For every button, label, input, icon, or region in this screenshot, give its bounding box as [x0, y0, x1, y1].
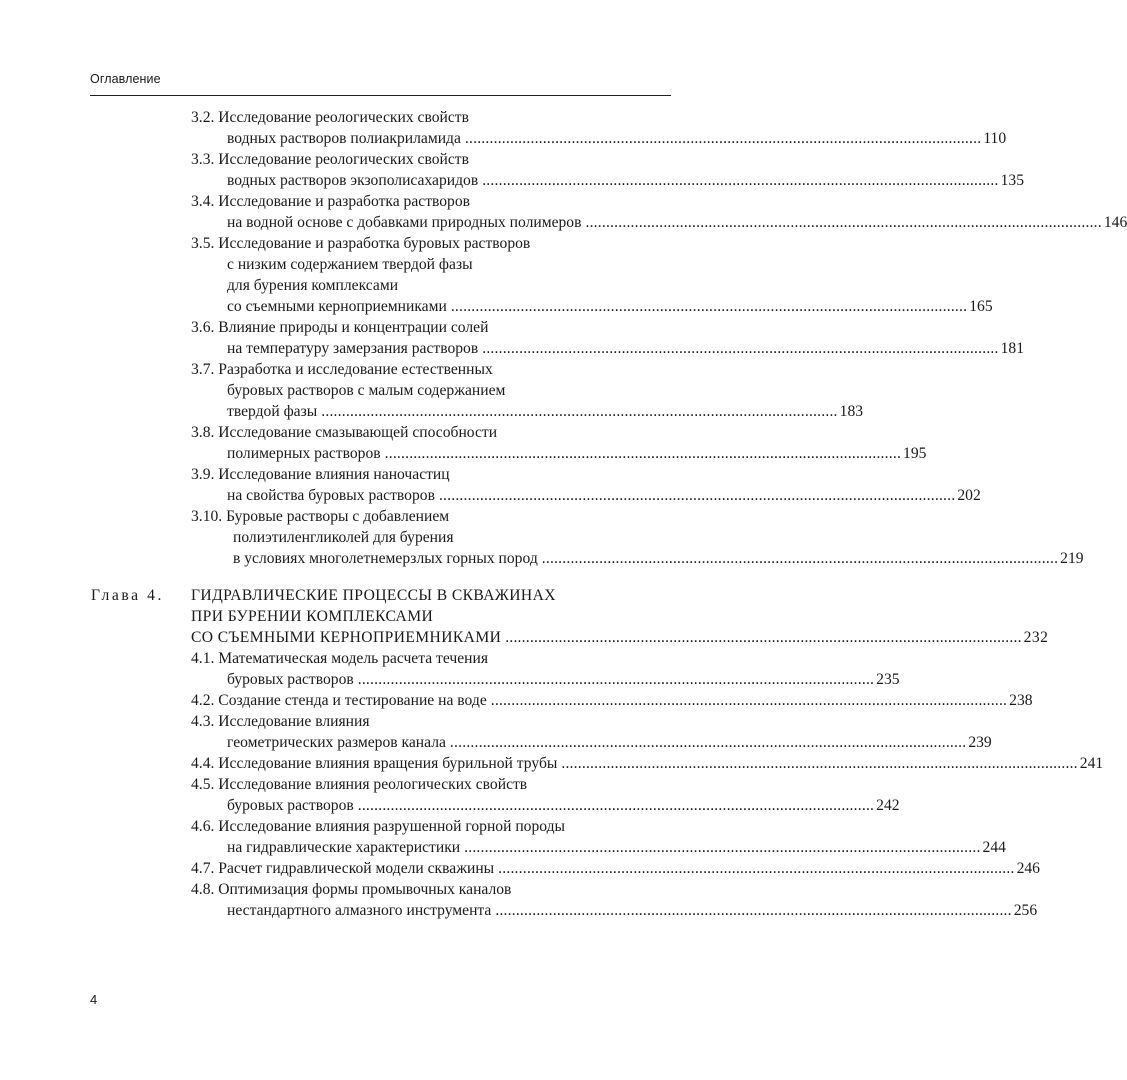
- page-ref: 232: [1023, 629, 1049, 646]
- toc-entry-3-4[interactable]: [0, 191, 763, 212]
- dot-leader: ..............................................................................................................................: [561, 755, 1078, 772]
- dot-leader: ..............................................................................................................................: [495, 902, 1012, 919]
- dot-leader: ..............................................................................................................................: [450, 298, 968, 315]
- toc-entry-4-1[interactable]: [0, 648, 763, 669]
- page-ref: 246: [1016, 860, 1040, 877]
- toc-entry-3-7-cont[interactable]: [0, 401, 864, 422]
- entry-title: 4.2. Создание стенда и тестирование на воде: [191, 692, 487, 709]
- entry-title: 3.9. Исследование влияния наночастиц: [191, 466, 450, 483]
- toc-entry-3-2[interactable]: [0, 107, 763, 128]
- entry-title: 4.7. Расчет гидравлической модели скважины: [191, 860, 495, 877]
- page-ref: 146: [1103, 214, 1127, 231]
- dot-leader: ..............................................................................................................................: [490, 692, 1008, 709]
- dot-leader: ..............................................................................................................................: [449, 734, 967, 751]
- entry-title: 4.5. Исследование влияния реологических свойств: [191, 776, 528, 793]
- chapter-title: ГИДРАВЛИЧЕСКИЕ ПРОЦЕССЫ В СКВАЖИНАХ: [191, 587, 556, 604]
- entry-title: твердой фазы: [227, 403, 318, 420]
- entry-title: 3.10. Буровые растворы с добавлением: [191, 508, 450, 525]
- entry-title: 3.2. Исследование реологических свойств: [191, 109, 469, 126]
- dot-leader: ..............................................................................................................................: [357, 671, 875, 688]
- dot-leader: ..............................................................................................................................: [438, 487, 956, 504]
- dot-leader: ..............................................................................................................................: [384, 445, 902, 462]
- entry-title: 3.4. Исследование и разработка растворов: [191, 193, 471, 210]
- page-ref: 256: [1013, 902, 1038, 919]
- toc-entry-4-3-cont[interactable]: [0, 732, 992, 753]
- toc-entry-3-4-cont[interactable]: [0, 212, 1127, 233]
- toc-entry-4-1-cont[interactable]: [0, 669, 900, 690]
- toc-entry-3-7-cont: [0, 380, 763, 401]
- chapter-title: СО СЪЕМНЫМИ КЕРНОПРИЕМНИКАМИ: [191, 629, 502, 646]
- page-ref: 219: [1060, 550, 1084, 567]
- toc-entry-3-2-cont[interactable]: [0, 128, 1007, 149]
- toc-entry-4-8[interactable]: [0, 879, 763, 900]
- toc-entry-3-3-cont[interactable]: [0, 170, 1024, 191]
- toc-entry-4-2[interactable]: [0, 690, 1033, 711]
- entry-title: нестандартного алмазного инструмента: [227, 902, 492, 919]
- toc-entry-4-3[interactable]: [0, 711, 763, 732]
- toc-entry-3-5-cont[interactable]: [0, 296, 993, 317]
- toc-entry-3-5[interactable]: [0, 233, 763, 254]
- toc-entry-3-10-cont[interactable]: [0, 548, 1084, 569]
- page-ref: 242: [876, 797, 900, 814]
- entry-title: с низким содержанием твердой фазы: [227, 256, 473, 273]
- page-ref: 202: [957, 487, 981, 504]
- toc-entry-3-6-cont[interactable]: [0, 338, 1025, 359]
- entry-title: 4.1. Математическая модель расчета течения: [191, 650, 489, 667]
- entry-title: 3.5. Исследование и разработка буровых растворов: [191, 235, 531, 252]
- page-ref: 183: [839, 403, 864, 420]
- entry-title: 4.6. Исследование влияния разрушенной горной породы: [191, 818, 566, 835]
- entry-title: 4.8. Оптимизация формы промывочных каналов: [191, 881, 512, 898]
- dot-leader: ..............................................................................................................................: [321, 403, 838, 420]
- page-ref: 239: [968, 734, 992, 751]
- dot-leader: ..............................................................................................................................: [357, 797, 875, 814]
- toc-entry-3-5-cont: [0, 275, 763, 296]
- entry-title: полимерных растворов: [227, 445, 381, 462]
- page-ref: 110: [983, 130, 1007, 147]
- toc-entry-4-6-cont[interactable]: [0, 837, 1006, 858]
- entry-title: 4.3. Исследование влияния: [191, 713, 370, 730]
- entry-title: для бурения комплексами: [227, 277, 399, 294]
- page-ref: 244: [982, 839, 1006, 856]
- entry-title: на свойства буровых растворов: [227, 487, 435, 504]
- entry-title: полиэтиленгликолей для бурения: [233, 529, 454, 546]
- entry-title: 3.8. Исследование смазывающей способности: [191, 424, 498, 441]
- toc-entry-3-8[interactable]: [0, 422, 763, 443]
- chapter-prefix: Глава 4.: [91, 587, 165, 604]
- page-ref: 241: [1079, 755, 1104, 772]
- toc-entry-3-9[interactable]: [0, 464, 763, 485]
- entry-title: буровых растворов с малым содержанием: [227, 382, 506, 399]
- entry-title: 3.7. Разработка и исследование естественных: [191, 361, 493, 378]
- dot-leader: ..............................................................................................................................: [464, 130, 982, 147]
- toc-chapter-4[interactable]: [0, 585, 763, 606]
- entry-title: водных растворов экзополисахаридов: [227, 172, 479, 189]
- dot-leader: ..............................................................................................................................: [482, 340, 999, 357]
- toc-entry-4-4[interactable]: [0, 753, 1104, 774]
- toc-entry-3-5-cont: [0, 254, 763, 275]
- entry-title: геометрических размеров канала: [227, 734, 446, 751]
- toc-entry-4-5-cont[interactable]: [0, 795, 900, 816]
- page-ref: 195: [903, 445, 927, 462]
- page-ref: 238: [1009, 692, 1033, 709]
- toc-entry-4-6[interactable]: [0, 816, 763, 837]
- page-number: 4: [90, 992, 98, 1007]
- entry-title: на температуру замерзания растворов: [227, 340, 479, 357]
- toc-entry-4-7[interactable]: [0, 858, 1040, 879]
- toc-chapter-4-cont[interactable]: [0, 627, 1049, 648]
- entry-title: в условиях многолетнемерзлых горных пород: [233, 550, 538, 567]
- toc-entry-3-10-cont: [0, 527, 763, 548]
- entry-title: 4.4. Исследование влияния вращения бурильной трубы: [191, 755, 558, 772]
- dot-leader: ..............................................................................................................................: [585, 214, 1102, 231]
- page-ref: 181: [1000, 340, 1025, 357]
- entry-title: 3.3. Исследование реологических свойств: [191, 151, 469, 168]
- toc-entry-3-7[interactable]: [0, 359, 763, 380]
- toc-entry-3-9-cont[interactable]: [0, 485, 981, 506]
- page-ref: 165: [969, 298, 993, 315]
- chapter-title: ПРИ БУРЕНИИ КОМПЛЕКСАМИ: [191, 608, 434, 625]
- dot-leader: ..............................................................................................................................: [482, 172, 999, 189]
- toc-entry-3-8-cont[interactable]: [0, 443, 927, 464]
- toc-entry-3-10[interactable]: [0, 506, 763, 527]
- entry-title: буровых растворов: [227, 797, 354, 814]
- entry-title: водных растворов полиакриламида: [227, 130, 461, 147]
- dot-leader: ..............................................................................................................................: [505, 629, 1022, 646]
- toc-chapter-4-cont: [0, 606, 763, 627]
- toc-entry-3-3[interactable]: [0, 149, 763, 170]
- dot-leader: ..............................................................................................................................: [498, 860, 1015, 877]
- toc-entry-4-8-cont[interactable]: [0, 900, 1038, 921]
- entry-title: на водной основе с добавками природных полимеров: [227, 214, 582, 231]
- running-title: Оглавление: [90, 72, 161, 86]
- dot-leader: ..............................................................................................................................: [541, 550, 1059, 567]
- entry-title: на гидравлические характеристики: [227, 839, 461, 856]
- entry-title: со съемными керноприемниками: [227, 298, 447, 315]
- toc-entry-3-6[interactable]: [0, 317, 763, 338]
- dot-leader: ..............................................................................................................................: [464, 839, 981, 856]
- entry-title: 3.6. Влияние природы и концентрации солей: [191, 319, 489, 336]
- page-ref: 235: [876, 671, 900, 688]
- toc-entry-4-5[interactable]: [0, 774, 763, 795]
- page-ref: 135: [1000, 172, 1024, 189]
- entry-title: буровых растворов: [227, 671, 354, 688]
